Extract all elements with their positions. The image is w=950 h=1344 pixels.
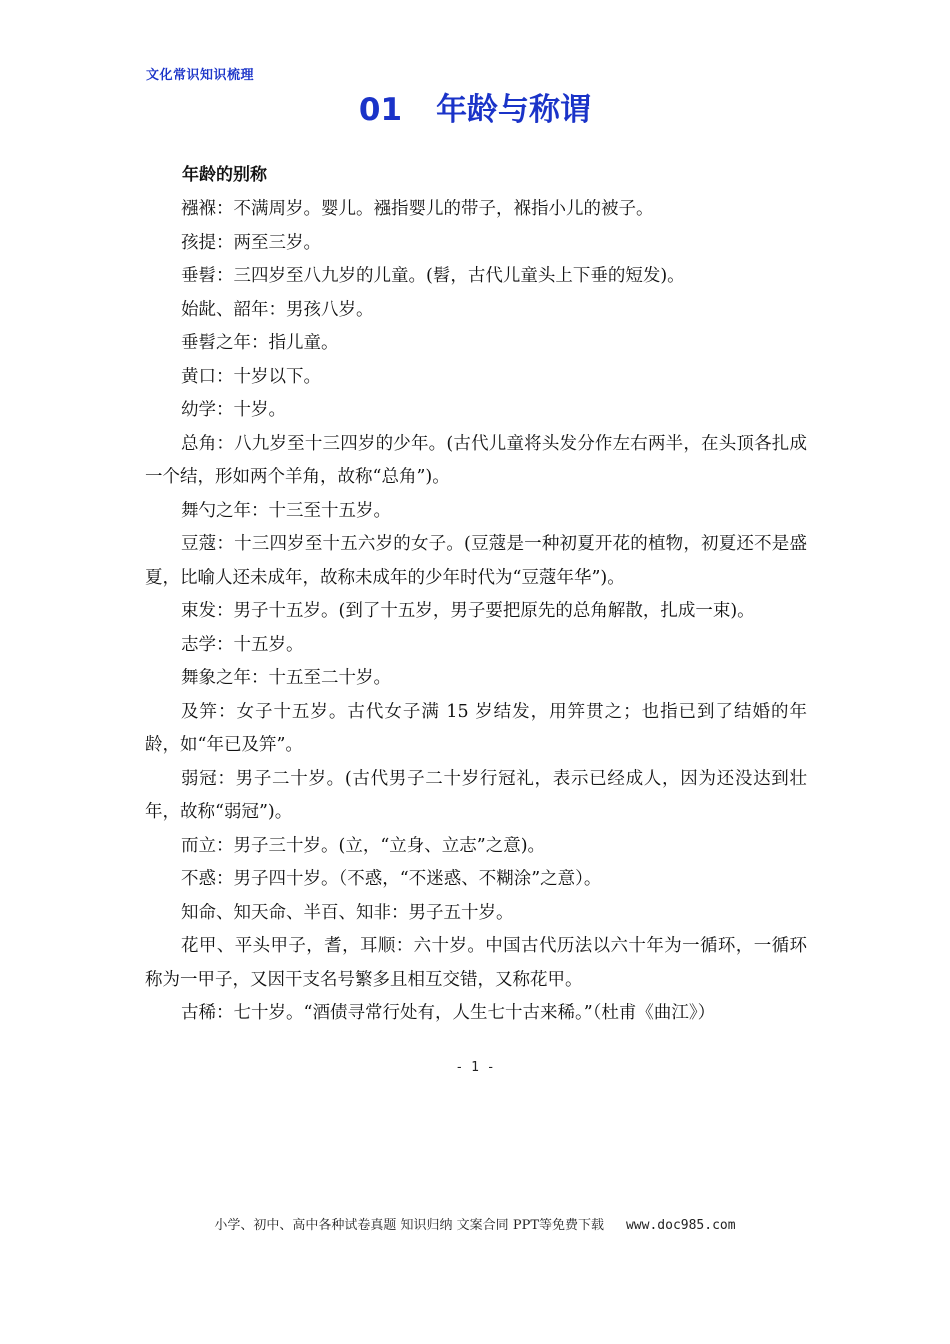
list-item: 古稀：七十岁。“酒债寻常行处有，人生七十古来稀。”（杜甫《曲江》） bbox=[181, 1003, 716, 1023]
list-item: 豆蔻：十三四岁至十五六岁的女子。(豆蔻是一种初夏开花的植物，初夏还不是盛夏，比喻人还未成年，故称未成年的少年时代为“豆蔻年华”)。 bbox=[145, 534, 807, 588]
section-heading: 年龄的别称 bbox=[182, 165, 267, 185]
list-item: 而立：男子三十岁。(立，“立身、立志”之意)。 bbox=[181, 835, 546, 856]
entry-list bbox=[145, 193, 807, 1031]
page-title bbox=[0, 84, 950, 129]
title-text: 年龄与称谓 bbox=[436, 92, 592, 128]
list-item: 花甲、平头甲子，耆，耳顺：六十岁。中国古代历法以六十年为一循环，一循环称为一甲子，又因干支名号繁多且相互交错，又称花甲。 bbox=[145, 936, 807, 990]
list-item: 束发：男子十五岁。(到了十五岁，男子要把原先的总角解散，扎成一束)。 bbox=[181, 601, 755, 621]
page-number: - 1 - bbox=[455, 1060, 495, 1075]
title-number: 01 bbox=[358, 92, 403, 128]
list-item: 襁褓：不满周岁。婴儿。襁指婴儿的带子，褓指小儿的被子。 bbox=[181, 199, 654, 219]
list-item: 及笄：女子十五岁。古代女子满 15 岁结发，用笄贯之；也指已到了结婚的年龄，如“年已及笄”。 bbox=[145, 701, 807, 755]
list-item: 舞勺之年：十三至十五岁。 bbox=[181, 500, 391, 521]
footer-text: 小学、初中、高中各种试卷真题 知识归纳 文案合同 PPT等免费下载 bbox=[214, 1218, 604, 1233]
list-item: 垂髫：三四岁至八九岁的儿童。(髫，古代儿童头上下垂的短发)。 bbox=[181, 266, 685, 286]
list-item: 孩提：两至三岁。 bbox=[181, 232, 321, 253]
list-item: 垂髫之年：指儿童。 bbox=[181, 333, 339, 353]
list-item: 总角：八九岁至十三四岁的少年。(古代儿童将头发分作左右两半，在头顶各扎成一个结，形如两个羊角，故称“总角”)。 bbox=[145, 433, 807, 487]
list-item: 志学：十五岁。 bbox=[181, 634, 304, 655]
list-item: 幼学：十岁。 bbox=[181, 400, 286, 420]
list-item: 黄口：十岁以下。 bbox=[181, 366, 321, 387]
header-tag: 文化常识知识梳理 bbox=[146, 68, 255, 83]
list-item: 知命、知天命、半百、知非：男子五十岁。 bbox=[181, 902, 514, 923]
list-item: 舞象之年：十五至二十岁。 bbox=[181, 668, 391, 688]
list-item: 不惑：男子四十岁。（不惑，“不迷惑、不糊涂”之意）。 bbox=[181, 869, 602, 889]
footer bbox=[0, 1214, 950, 1233]
list-item: 始龀、韶年：男孩八岁。 bbox=[181, 299, 374, 320]
footer-url[interactable]: www.doc985.com bbox=[625, 1218, 736, 1233]
list-item: 弱冠：男子二十岁。(古代男子二十岁行冠礼，表示已经成人，因为还没达到壮年，故称“弱冠”)。 bbox=[145, 768, 807, 822]
